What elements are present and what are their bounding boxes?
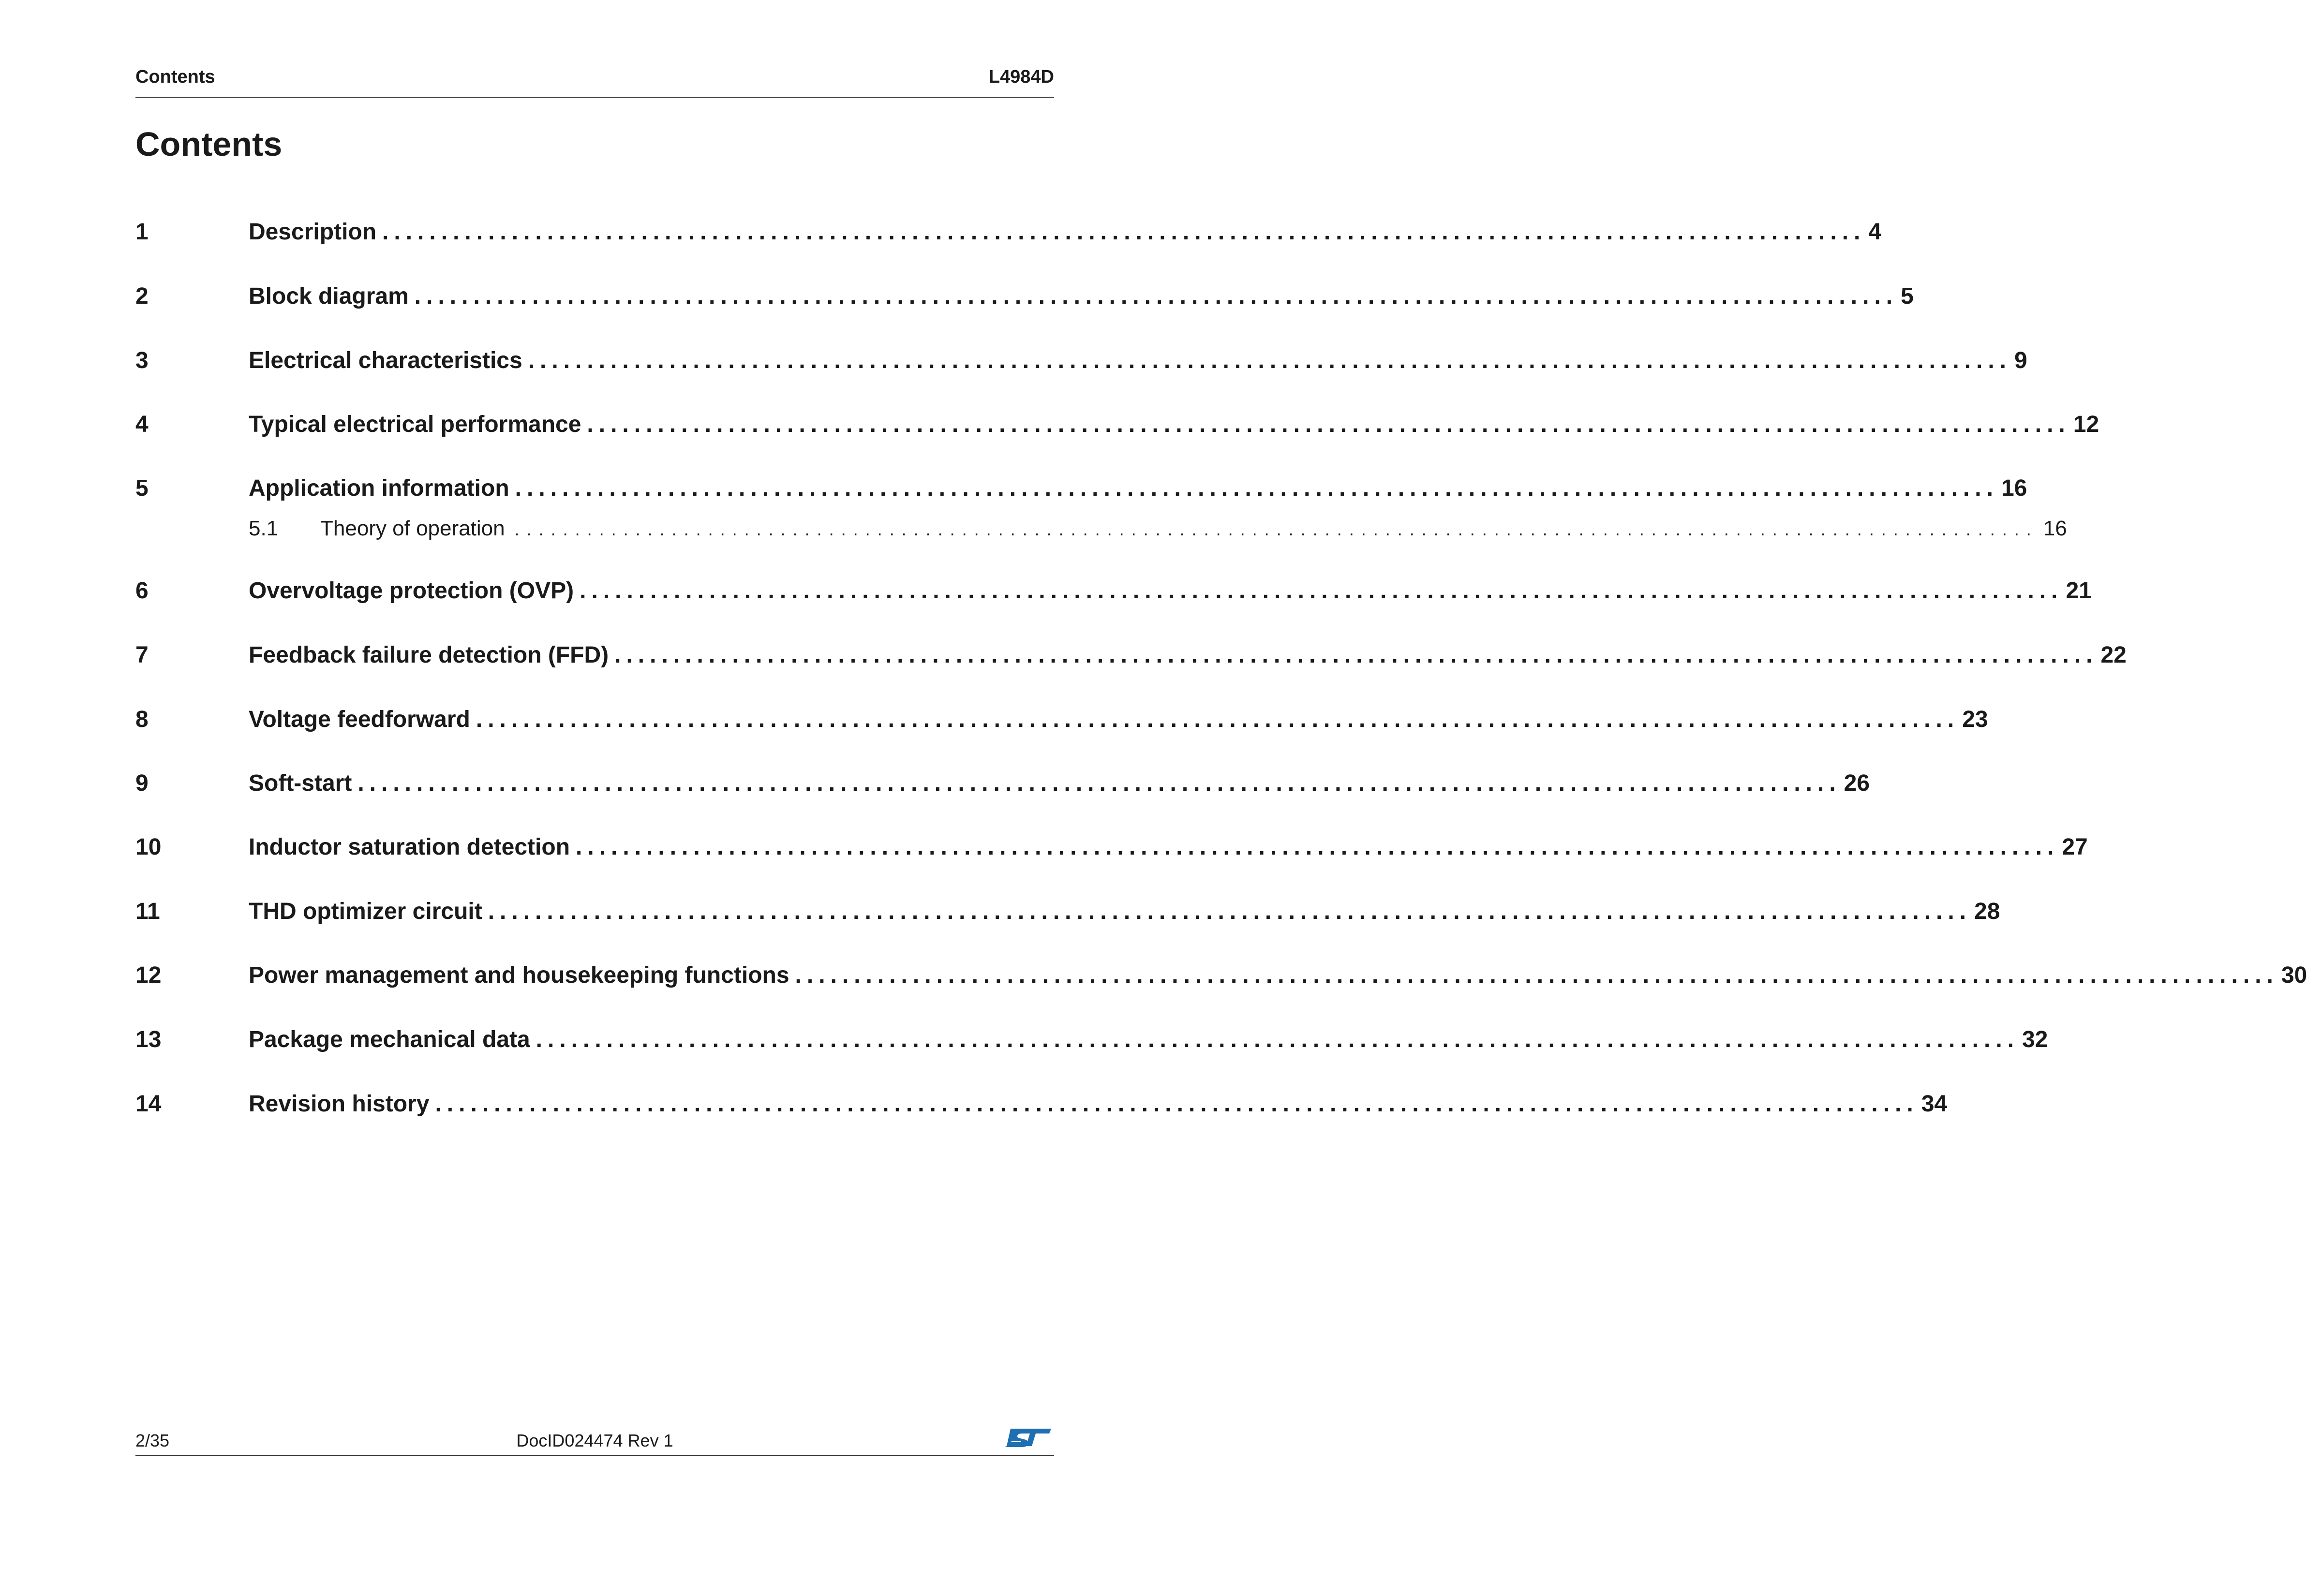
toc-number: 4 (135, 412, 149, 437)
toc-number: 9 (135, 770, 149, 796)
toc-page: 23 (1962, 707, 1988, 732)
toc-leader: .............................................................................................................................. (536, 1027, 2019, 1052)
footer-page-number: 2/35 (135, 1431, 170, 1450)
toc-number: 13 (135, 1027, 162, 1052)
toc-leader: .............................................................................................................................. (528, 348, 2012, 373)
toc-number: 5 (135, 475, 149, 501)
toc-page: 34 (1921, 1091, 1948, 1117)
page-title: Contents (135, 125, 283, 163)
toc-title: Block diagram (249, 283, 409, 309)
toc-page: 5 (1901, 283, 1914, 309)
st-logo-icon (1001, 1423, 1054, 1452)
toc-number: 6 (135, 578, 149, 604)
toc-leader: .............................................................................................................................. (357, 770, 1841, 796)
table-of-contents (135, 0, 2307, 1596)
toc-sub-leader: .............................................................................................................................. (514, 519, 2039, 539)
toc-entry[interactable] (135, 962, 2307, 989)
toc-title: Soft-start (249, 770, 352, 796)
toc-entry[interactable] (135, 834, 2088, 860)
toc-title: Power management and housekeeping functions (249, 962, 789, 988)
toc-title: THD optimizer circuit (249, 899, 482, 924)
toc-number: 11 (135, 899, 160, 924)
header-section: Contents (135, 67, 215, 87)
toc-leader: .............................................................................................................................. (576, 834, 2059, 860)
toc-page: 12 (2073, 412, 2099, 437)
toc-entry[interactable] (135, 1026, 2048, 1053)
toc-title: Revision history (249, 1091, 430, 1117)
toc-page: 9 (2014, 348, 2027, 373)
toc-leader: .............................................................................................................................. (382, 219, 1866, 245)
toc-leader: .............................................................................................................................. (614, 642, 2098, 668)
toc-page: 21 (2066, 578, 2092, 604)
toc-entry[interactable] (135, 411, 2099, 438)
toc-title: Description (249, 219, 377, 245)
toc-entry[interactable] (135, 475, 2027, 502)
toc-title: Overvoltage protection (OVP) (249, 578, 574, 604)
toc-title: Package mechanical data (249, 1027, 530, 1052)
toc-leader: .............................................................................................................................. (515, 475, 1998, 501)
toc-entry[interactable] (135, 642, 2127, 668)
toc-subentry[interactable] (249, 517, 2067, 541)
toc-sub-number: 5.1 (249, 517, 279, 540)
toc-number: 14 (135, 1091, 162, 1117)
toc-number: 3 (135, 348, 149, 373)
toc-entry[interactable] (135, 1091, 1948, 1117)
toc-page: 22 (2100, 642, 2127, 668)
toc-number: 7 (135, 642, 149, 668)
toc-entry[interactable] (135, 347, 2027, 374)
toc-page: 28 (1974, 899, 2000, 924)
toc-title: Typical electrical performance (249, 412, 581, 437)
toc-number: 12 (135, 962, 162, 988)
toc-number: 1 (135, 219, 149, 245)
toc-entry[interactable] (135, 706, 1988, 733)
toc-title: Electrical characteristics (249, 348, 522, 373)
toc-leader: .............................................................................................................................. (587, 412, 2070, 437)
toc-leader: .............................................................................................................................. (414, 283, 1898, 309)
toc-title: Feedback failure detection (FFD) (249, 642, 609, 668)
toc-leader: .............................................................................................................................. (488, 899, 1972, 924)
toc-number: 10 (135, 834, 162, 860)
toc-entry[interactable] (135, 898, 2000, 925)
toc-title: Application information (249, 475, 509, 501)
header-part-number: L4984D (988, 67, 1054, 87)
toc-number: 2 (135, 283, 149, 309)
toc-entry[interactable] (135, 770, 1870, 797)
toc-entry[interactable] (135, 283, 1914, 310)
toc-page: 26 (1844, 770, 1870, 796)
toc-page: 4 (1868, 219, 1882, 245)
toc-page: 30 (2281, 962, 2307, 988)
toc-page: 27 (2062, 834, 2088, 860)
toc-leader: .............................................................................................................................. (795, 962, 2278, 988)
toc-leader: .............................................................................................................................. (476, 707, 1960, 732)
toc-entry[interactable] (135, 219, 1882, 245)
toc-page: 32 (2022, 1027, 2048, 1052)
toc-title: Inductor saturation detection (249, 834, 570, 860)
toc-sub-title: Theory of operation (320, 517, 505, 540)
toc-sub-page: 16 (2043, 517, 2067, 540)
toc-leader: .............................................................................................................................. (435, 1091, 1919, 1117)
toc-title: Voltage feedforward (249, 707, 470, 732)
toc-page: 16 (2001, 475, 2027, 501)
footer-doc-id: DocID024474 Rev 1 (516, 1431, 673, 1450)
toc-entry[interactable] (135, 577, 2092, 604)
toc-number: 8 (135, 707, 149, 732)
page-footer (135, 1426, 1054, 1456)
toc-leader: .............................................................................................................................. (580, 578, 2063, 604)
